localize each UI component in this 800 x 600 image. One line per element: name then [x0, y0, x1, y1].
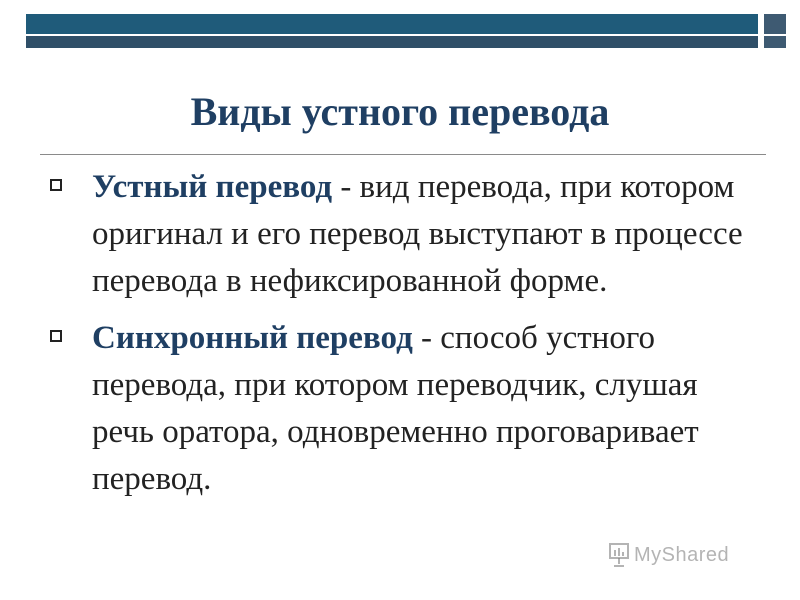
slide-title: Виды устного перевода — [190, 89, 610, 134]
bullet-term: Устный перевод — [92, 169, 333, 205]
bullet-term: Синхронный перевод — [92, 320, 413, 356]
hollow-square-bullet-icon — [50, 179, 62, 191]
bullet-text: - способ устного перевода, при котором переводчик, слушая речь оратора, одновременно проговаривает перевод. — [92, 320, 699, 497]
presentation-board-icon — [608, 542, 630, 568]
watermark-text: MyShared — [634, 543, 730, 566]
header-corner-block — [764, 14, 786, 48]
bullet-item — [42, 164, 762, 305]
header-bar — [26, 14, 758, 34]
watermark — [608, 540, 729, 570]
hollow-square-bullet-icon — [50, 330, 62, 342]
bullet-item — [42, 315, 762, 503]
title-divider — [40, 154, 766, 155]
bullet-list — [42, 164, 762, 503]
header-bar-lower — [26, 36, 758, 48]
bullet-text: - вид перевода, при котором оригинал и его перевод выступают в процессе перевода в нефиксированной форме. — [92, 169, 743, 299]
